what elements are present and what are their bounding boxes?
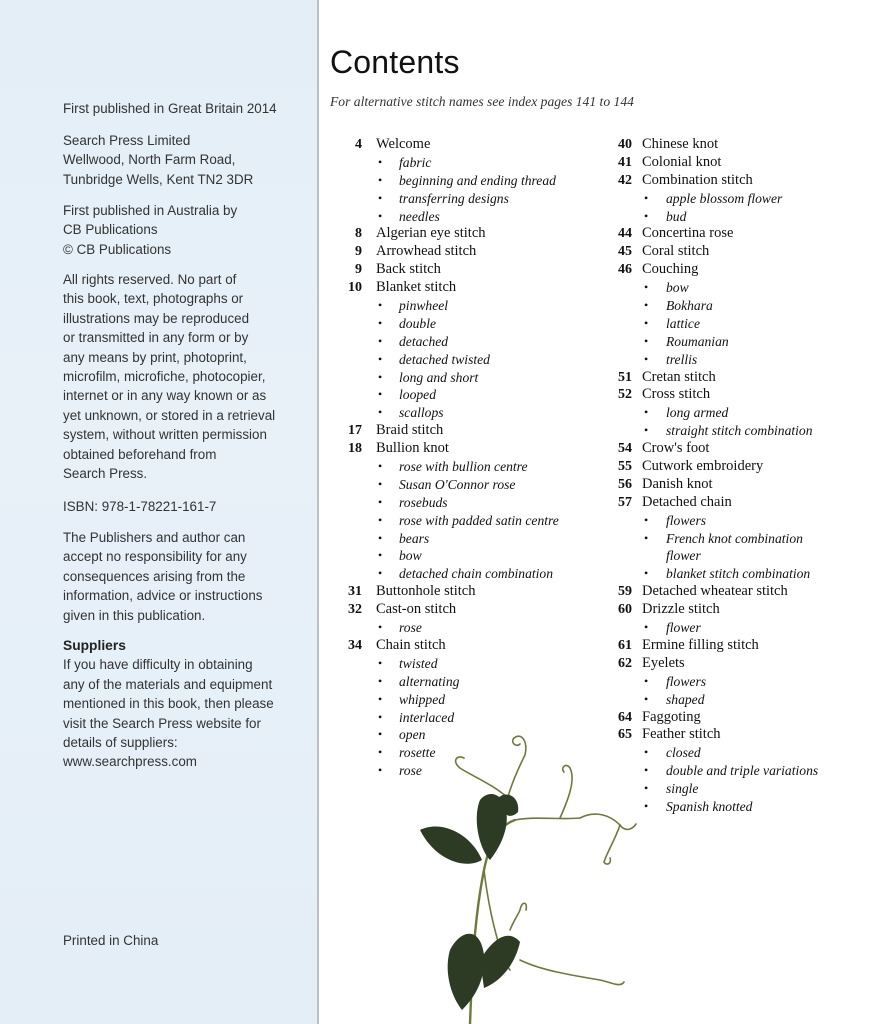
subentry-title: blanket stitch combination [666, 566, 811, 582]
suppliers-heading: Suppliers [63, 638, 126, 653]
subentry-title: detached chain combination [399, 566, 554, 582]
imprint-panel [0, 0, 317, 1024]
bullet-icon: • [644, 298, 649, 313]
bullet-icon: • [378, 459, 383, 474]
contents-subtitle: For alternative stitch names see index pages 141 to 144 [330, 94, 634, 109]
subentry-title: looped [399, 387, 436, 403]
entry-title: Feather stitch [642, 726, 721, 743]
subentry-title: bud [666, 208, 687, 224]
entry-title: Buttonhole stitch [376, 583, 476, 600]
disclaimer-line: information, advice or instructions [63, 588, 263, 604]
subentry-title: Bokhara [666, 298, 713, 314]
disclaimer-line: given in this publication. [63, 607, 206, 623]
subentry-title: beginning and ending thread [399, 172, 556, 188]
entry-title: Back stitch [376, 261, 441, 278]
subentry-title: twisted [399, 655, 438, 671]
page-number: 32 [348, 602, 362, 618]
subentry-title: pinwheel [399, 298, 449, 314]
entry-title: Combination stitch [642, 171, 753, 188]
bullet-icon: • [644, 763, 649, 778]
disclaimer-line: The Publishers and author can [63, 530, 246, 545]
page-number: 45 [618, 244, 632, 260]
printed-in: Printed in China [63, 933, 159, 948]
entry-title: Concertina rose [642, 225, 734, 242]
page-number: 9 [355, 262, 362, 278]
bullet-icon: • [378, 208, 383, 223]
entry-title: Cutwork embroidery [642, 458, 764, 475]
rights-block [63, 270, 308, 483]
subentry-title: double [399, 315, 436, 331]
suppliers-line: details of suppliers: [63, 735, 178, 751]
rights-line: this book, text, photographs or [63, 291, 244, 307]
bullet-icon: • [378, 673, 383, 688]
page-number: 65 [618, 727, 632, 743]
page-number: 59 [618, 584, 632, 600]
page-number: 18 [348, 441, 362, 457]
rights-line: system, without written permission [63, 427, 267, 443]
page-number: 42 [618, 172, 632, 188]
publisher-line: Tunbridge Wells, Kent TN2 3DR [63, 171, 254, 187]
subentry-title: straight stitch combination [666, 423, 813, 439]
subentry-title: alternating [399, 673, 460, 689]
subentry-title: detached twisted [399, 351, 490, 367]
bullet-icon: • [378, 387, 383, 402]
bullet-icon: • [378, 691, 383, 706]
bullet-icon: • [644, 333, 649, 348]
subentry-title: flower [666, 548, 701, 564]
bullet-icon: • [644, 798, 649, 813]
entry-title: Detached wheatear stitch [642, 583, 788, 600]
bullet-icon: • [644, 512, 649, 527]
entry-title: Detached chain [642, 493, 732, 510]
pea-plant-illustration [410, 720, 650, 1024]
entry-title: Faggoting [642, 708, 701, 725]
rights-line: illustrations may be reproduced [63, 310, 250, 326]
entry-title: Eyelets [642, 654, 685, 671]
entry-title: Cretan stitch [642, 368, 716, 385]
rights-line: All rights reserved. No part of [63, 272, 237, 287]
page-number: 55 [618, 459, 632, 475]
bullet-icon: • [378, 172, 383, 187]
entry-title: Cast-on stitch [376, 601, 457, 618]
subentry-title: long armed [666, 405, 729, 421]
subentry-title: closed [666, 745, 701, 761]
subentry-title: shaped [666, 691, 705, 707]
bullet-icon: • [644, 405, 649, 420]
printed-block [63, 931, 308, 950]
subentry-title: rose [399, 620, 422, 636]
subentry-title: rose with padded satin centre [399, 512, 559, 528]
disclaimer-line: consequences arising from the [63, 568, 246, 584]
entry-title: Welcome [376, 136, 431, 152]
bullet-icon: • [378, 655, 383, 670]
disclaimer-line: accept no responsibility for any [63, 549, 247, 565]
isbn-block [63, 497, 308, 516]
subentry-title: rosebuds [399, 494, 448, 510]
subentry-title: rosette [399, 745, 436, 761]
publisher-block [63, 131, 308, 189]
subentry-title: open [399, 727, 426, 743]
entry-title: Arrowhead stitch [376, 243, 477, 260]
contents-title: Contents [330, 44, 460, 80]
subentry-title: bow [399, 548, 422, 564]
bullet-icon: • [644, 315, 649, 330]
page-number: 57 [618, 494, 632, 510]
rights-line: internet or in any way known or as [63, 388, 267, 404]
first-published-gb: First published in Great Britain 2014 [63, 101, 277, 116]
page-number: 62 [618, 655, 632, 671]
suppliers-line: mentioned in this book, then please [63, 696, 274, 712]
page-number: 64 [618, 709, 632, 725]
entry-title: Couching [642, 261, 699, 278]
bullet-icon: • [378, 512, 383, 527]
subentry-title: single [666, 781, 699, 797]
entry-title: Chinese knot [642, 136, 719, 152]
isbn: ISBN: 978-1-78221-161-7 [63, 499, 217, 514]
entry-title: Braid stitch [376, 422, 444, 439]
subentry-title: Susan O'Connor rose [399, 476, 516, 492]
imprint-text [63, 99, 308, 118]
subentry-title: bears [399, 530, 430, 546]
page-number: 40 [618, 137, 632, 152]
suppliers-block [63, 636, 308, 772]
suppliers-line: visit the Search Press website for [63, 715, 261, 731]
page-number: 52 [618, 387, 632, 403]
bullet-icon: • [378, 530, 383, 545]
bullet-icon: • [378, 745, 383, 760]
entry-title: Danish knot [642, 475, 713, 492]
rights-line: yet unknown, or stored in a retrieval [63, 407, 276, 423]
suppliers-website: www.searchpress.com [63, 754, 197, 770]
subentry-title: trellis [666, 351, 698, 367]
page-number: 44 [618, 226, 632, 242]
rights-line: Search Press. [63, 466, 148, 482]
subentry-title: scallops [399, 405, 444, 421]
bullet-icon: • [378, 566, 383, 581]
bullet-icon: • [644, 208, 649, 223]
subentry-title: long and short [399, 369, 479, 385]
subentry-title: transferring designs [399, 190, 509, 206]
bullet-icon: • [644, 351, 649, 366]
subentry-title: detached [399, 333, 449, 349]
subentry-title: needles [399, 208, 440, 224]
subentry-title: whipped [399, 691, 446, 707]
page-number: 60 [618, 602, 632, 618]
entry-title: Ermine filling stitch [642, 636, 759, 653]
bullet-icon: • [644, 190, 649, 205]
bullet-icon: • [378, 351, 383, 366]
bullet-icon: • [644, 620, 649, 635]
entry-title: Algerian eye stitch [376, 225, 486, 242]
subentry-title: interlaced [399, 709, 455, 725]
entry-title: Blanket stitch [376, 279, 457, 296]
entry-title: Bullion knot [376, 440, 449, 457]
subentry-title: rose with bullion centre [399, 459, 528, 475]
bullet-icon: • [644, 280, 649, 295]
bullet-icon: • [644, 423, 649, 438]
subentry-title: rose [399, 763, 422, 779]
bullet-icon: • [644, 673, 649, 688]
page-number: 4 [355, 137, 362, 152]
bullet-icon: • [378, 333, 383, 348]
page-number: 8 [355, 226, 362, 242]
publisher-line: Wellwood, North Farm Road, [63, 152, 236, 168]
australia-line: © CB Publications [63, 241, 172, 257]
page-number: 41 [618, 154, 632, 170]
bullet-icon: • [378, 494, 383, 509]
bullet-icon: • [644, 566, 649, 581]
australia-block [63, 201, 308, 259]
page-gutter [317, 0, 319, 1024]
bullet-icon: • [378, 190, 383, 205]
subentry-title: flower [666, 620, 701, 636]
publisher-line: Search Press Limited [63, 133, 191, 148]
bullet-icon: • [644, 745, 649, 760]
page-number: 61 [618, 637, 632, 653]
bullet-icon: • [378, 763, 383, 778]
australia-line: First published in Australia by [63, 203, 238, 218]
page-number: 51 [618, 369, 632, 385]
subentry-title: lattice [666, 315, 700, 331]
page-number: 9 [355, 244, 362, 260]
subentry-title: flowers [666, 512, 707, 528]
bullet-icon: • [378, 548, 383, 563]
page-number: 56 [618, 476, 632, 492]
entry-title: Chain stitch [376, 636, 446, 653]
bullet-icon: • [378, 369, 383, 384]
page-number: 10 [348, 280, 362, 296]
bullet-icon: • [378, 298, 383, 313]
subentry-title: apple blossom flower [666, 190, 783, 206]
rights-line: obtained beforehand from [63, 446, 217, 462]
subentry-title: French knot combination [666, 530, 803, 546]
entry-title: Crow's foot [642, 440, 710, 457]
bullet-icon: • [378, 154, 383, 169]
rights-line: or transmitted in any form or by [63, 330, 249, 346]
page-number: 54 [618, 441, 632, 457]
bullet-icon: • [644, 781, 649, 796]
subentry-title: fabric [399, 154, 432, 170]
suppliers-line: If you have difficulty in obtaining [63, 657, 253, 673]
rights-line: any means by print, photoprint, [63, 349, 247, 365]
entry-title: Colonial knot [642, 153, 722, 170]
subentry-title: bow [666, 280, 689, 296]
entry-title: Cross stitch [642, 386, 711, 403]
subentry-title: double and triple variations [666, 763, 819, 779]
australia-line: CB Publications [63, 222, 158, 238]
subentry-title: Roumanian [666, 333, 729, 349]
bullet-icon: • [644, 691, 649, 706]
suppliers-line: any of the materials and equipment [63, 676, 273, 692]
page-number: 34 [348, 637, 362, 653]
subentry-title: Spanish knotted [666, 798, 753, 814]
bullet-icon: • [378, 709, 383, 724]
rights-line: microfilm, microfiche, photocopier, [63, 369, 266, 385]
bullet-icon: • [378, 315, 383, 330]
entry-title: Coral stitch [642, 243, 710, 260]
bullet-icon: • [378, 405, 383, 420]
page-number: 46 [618, 262, 632, 278]
subentry-title: flowers [666, 673, 707, 689]
entry-title: Drizzle stitch [642, 601, 720, 618]
bullet-icon: • [378, 620, 383, 635]
page-number: 17 [348, 423, 362, 439]
disclaimer-block [63, 528, 308, 625]
bullet-icon: • [378, 727, 383, 742]
page-number: 31 [348, 584, 362, 600]
bullet-icon: • [644, 530, 649, 545]
bullet-icon: • [378, 476, 383, 491]
